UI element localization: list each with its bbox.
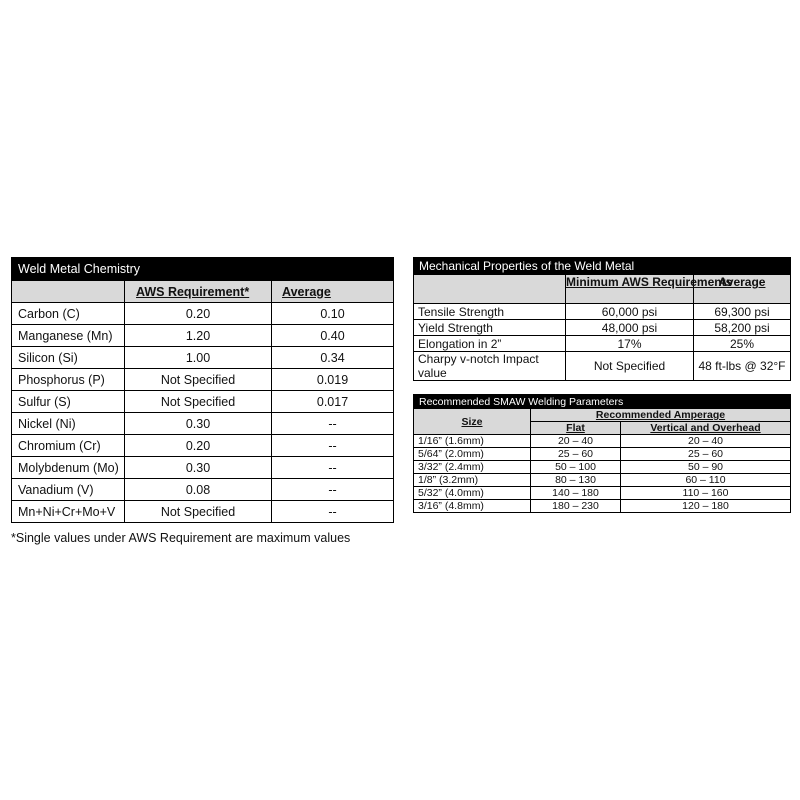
table-row	[414, 435, 791, 448]
table-row	[414, 500, 791, 513]
average-value: 58,200 psi	[694, 320, 791, 336]
table-row	[12, 325, 394, 347]
element-name: Chromium (Cr)	[12, 435, 125, 457]
flat-label: Flat	[566, 422, 585, 434]
table-row	[414, 304, 791, 320]
aws-value: 0.20	[125, 303, 272, 325]
table-row	[414, 320, 791, 336]
average-value: 0.34	[272, 347, 394, 369]
electrode-size: 5/64” (2.0mm)	[414, 448, 531, 461]
minimum-value: 48,000 psi	[566, 320, 694, 336]
table-row	[414, 336, 791, 352]
vertical-amperage: 50 – 90	[621, 461, 791, 474]
element-name: Carbon (C)	[12, 303, 125, 325]
size-label: Size	[461, 415, 483, 428]
aws-value: Not Specified	[125, 391, 272, 413]
vertical-amperage: 120 – 180	[621, 500, 791, 513]
chemistry-header-element	[12, 281, 125, 303]
property-name: Tensile Strength	[414, 304, 566, 320]
electrode-size: 3/32” (2.4mm)	[414, 461, 531, 474]
average-value: 0.019	[272, 369, 394, 391]
chemistry-title: Weld Metal Chemistry	[12, 258, 394, 281]
element-name: Molybdenum (Mo)	[12, 457, 125, 479]
table-row	[414, 352, 791, 381]
table-row	[414, 474, 791, 487]
chemistry-header-aws	[125, 281, 272, 303]
table-row	[12, 457, 394, 479]
chemistry-footnote: *Single values under AWS Requirement are maximum values	[11, 531, 351, 545]
table-row	[12, 435, 394, 457]
table-row	[414, 461, 791, 474]
flat-amperage: 80 – 130	[531, 474, 621, 487]
electrode-size: 1/16” (1.6mm)	[414, 435, 531, 448]
table-row	[12, 347, 394, 369]
average-label: Average	[282, 284, 331, 299]
element-name: Manganese (Mn)	[12, 325, 125, 347]
average-value: 25%	[694, 336, 791, 352]
average-value: 69,300 psi	[694, 304, 791, 320]
mechanical-header-property	[414, 275, 566, 304]
smaw-header-size	[414, 409, 531, 435]
minimum-aws-label: Minimum AWS Requirements	[566, 275, 733, 289]
average-value: --	[272, 501, 394, 523]
average-value: 0.017	[272, 391, 394, 413]
vertical-amperage: 110 – 160	[621, 487, 791, 500]
table-row	[12, 391, 394, 413]
property-name: Elongation in 2”	[414, 336, 566, 352]
minimum-value: Not Specified	[566, 352, 694, 381]
average-value: 0.40	[272, 325, 394, 347]
average-value: --	[272, 435, 394, 457]
minimum-value: 17%	[566, 336, 694, 352]
flat-amperage: 20 – 40	[531, 435, 621, 448]
aws-value: 0.30	[125, 413, 272, 435]
smaw-header-row	[414, 409, 791, 422]
property-name: Charpy v-notch Impact value	[414, 352, 566, 381]
smaw-header-flat	[531, 422, 621, 435]
minimum-value: 60,000 psi	[566, 304, 694, 320]
aws-value: Not Specified	[125, 501, 272, 523]
aws-requirement-label: AWS Requirement*	[136, 284, 250, 299]
element-name: Silicon (Si)	[12, 347, 125, 369]
property-name: Yield Strength	[414, 320, 566, 336]
aws-value: 1.00	[125, 347, 272, 369]
weld-metal-chemistry-table	[11, 257, 394, 523]
average-value: 0.10	[272, 303, 394, 325]
aws-value: 1.20	[125, 325, 272, 347]
element-name: Nickel (Ni)	[12, 413, 125, 435]
vertical-amperage: 25 – 60	[621, 448, 791, 461]
vertical-amperage: 20 – 40	[621, 435, 791, 448]
electrode-size: 5/32” (4.0mm)	[414, 487, 531, 500]
table-row	[12, 369, 394, 391]
mechanical-header-min-aws	[566, 275, 733, 304]
element-name: Phosphorus (P)	[12, 369, 125, 391]
electrode-size: 3/16” (4.8mm)	[414, 500, 531, 513]
element-name: Vanadium (V)	[12, 479, 125, 501]
aws-value: 0.08	[125, 479, 272, 501]
recommended-amperage-label: Recommended Amperage	[595, 409, 726, 421]
flat-amperage: 180 – 230	[531, 500, 621, 513]
table-row	[12, 479, 394, 501]
aws-value: Not Specified	[125, 369, 272, 391]
aws-value: 0.20	[125, 435, 272, 457]
aws-value: 0.30	[125, 457, 272, 479]
average-value: --	[272, 479, 394, 501]
element-name: Mn+Ni+Cr+Mo+V	[12, 501, 125, 523]
electrode-size: 1/8” (3.2mm)	[414, 474, 531, 487]
table-row	[414, 487, 791, 500]
table-row	[414, 448, 791, 461]
vertical-amperage: 60 – 110	[621, 474, 791, 487]
average-value: --	[272, 413, 394, 435]
table-row	[12, 303, 394, 325]
smaw-header-amperage	[531, 409, 791, 422]
element-name: Sulfur (S)	[12, 391, 125, 413]
average-label: Average	[718, 275, 766, 289]
table-row	[12, 413, 394, 435]
table-row	[12, 501, 394, 523]
smaw-header-vertical	[621, 422, 791, 435]
average-value: --	[272, 457, 394, 479]
mechanical-title: Mechanical Properties of the Weld Metal	[414, 258, 791, 275]
chemistry-header-average	[272, 281, 394, 303]
chemistry-header-row	[12, 281, 394, 303]
mechanical-header-row	[414, 275, 791, 304]
average-value: 48 ft-lbs @ 32°F	[694, 352, 791, 381]
mechanical-properties-table	[413, 257, 791, 381]
smaw-title: Recommended SMAW Welding Parameters	[414, 395, 791, 409]
flat-amperage: 50 – 100	[531, 461, 621, 474]
vertical-overhead-label: Vertical and Overhead	[650, 422, 761, 434]
smaw-parameters-table	[413, 394, 791, 513]
flat-amperage: 25 – 60	[531, 448, 621, 461]
flat-amperage: 140 – 180	[531, 487, 621, 500]
